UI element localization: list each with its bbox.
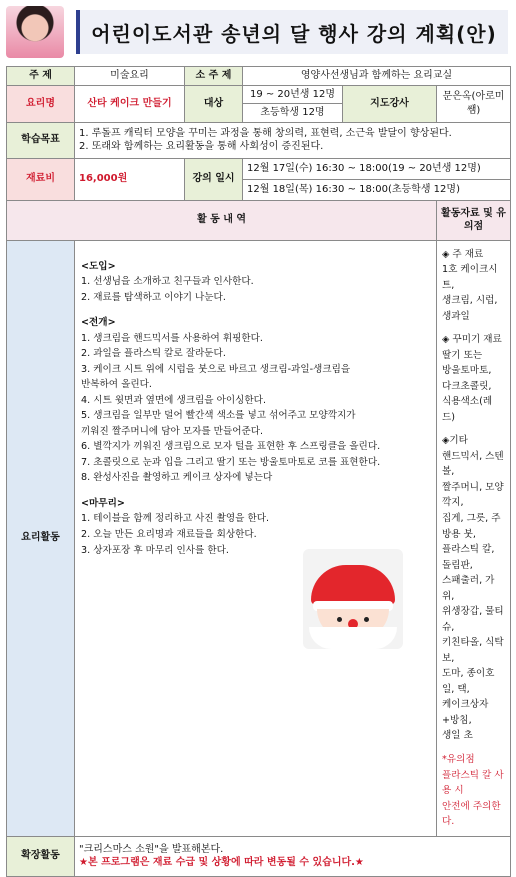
cake-cream-dot [377,633,389,645]
etc-materials-heading: ◈기타 [442,435,468,447]
schedule-label: 강의 일시 [185,158,243,200]
small-subject-label: 소 주 제 [185,67,243,86]
caution-item: 플라스틱 칼 사용 시 [442,769,504,797]
main-heading: <전개> [81,317,116,329]
material-item: 1호 케이크시트, [442,264,498,291]
main-step: 6. 별깍지가 끼워진 생크림으로 모자 털을 표현한 후 스프링클을 올린다. [81,441,381,453]
material-item: 딸기 또는 [442,349,483,361]
instructor-value: 문은옥(아로미쌤) [437,85,511,122]
intro-step: 2. 재료를 탐색하고 이야기 나눈다. [81,291,226,303]
material-item: 생일 초 [442,730,473,742]
caution-item: 안전에 주의한다. [442,800,501,828]
material-item: 생크림, 시럽, 생과일 [442,295,498,322]
main-step: 5. 생크림을 일부만 덜어 빨간색 색소를 넣고 섞어주고 모양깍지가 [81,410,356,422]
main-step: 2. 과일을 플라스틱 칼로 잘라둔다. [81,348,226,360]
schedule-1: 12월 17일(수) 16:30 ~ 18:00(19 ~ 20년생 12명) [243,158,511,179]
goal-item: 1. 루돌프 캐릭터 모양을 꾸미는 과정을 통해 창의력, 표현력, 소근육 발달이 향상된다. [79,127,452,139]
materials-header: 활동자료 및 유의점 [437,200,511,240]
end-step: 2. 오늘 만든 요리명과 재료들을 회상한다. [81,529,257,540]
instructor-photo [6,6,64,58]
cake-cream-dot [317,633,329,645]
subject-label: 주 제 [7,67,75,86]
activity-header: 활 동 내 역 [7,200,437,240]
caution-heading: *유의점 [442,753,475,765]
deco-materials-heading: ◈ 꾸미기 재료 [442,334,502,346]
material-item: 짤주머니, 모양깍지, [442,481,504,509]
material-item: 스패출러, 가위, [442,575,495,602]
activity-label: 요리활동 [7,240,75,836]
material-item: 케이크상자+방침, [442,699,489,726]
main-step: 끼워진 짤주머니에 담아 모자를 만들어준다. [81,425,264,437]
material-item: 식용색소(레드) [442,396,493,423]
intro-step: 1. 선생님을 소개하고 친구들과 인사한다. [81,276,254,288]
page-title: 어린이도서관 송년의 달 행사 강의 계획(안) [76,10,508,54]
main-step: 반복하여 올린다. [81,379,152,391]
activity-content [75,240,437,836]
target-label: 대상 [185,85,243,122]
fee-label: 재료비 [7,158,75,200]
material-item: 위생장갑, 물티슈, [442,606,504,633]
extension-content [75,836,511,876]
cake-eye [337,617,342,622]
cake-hat [311,565,395,605]
main-step: 8. 완성사진을 촬영하고 케이크 상자에 넣는다 [81,472,273,484]
small-subject-value: 영양사선생님과 함께하는 요리교실 [243,67,511,86]
material-item: 도마, 종이호일, 택, [442,668,495,695]
target-2: 초등학생 12명 [243,104,343,123]
materials-content [437,240,511,836]
intro-heading: <도입> [81,260,116,272]
cake-eye [364,617,369,622]
main-step: 1. 생크림을 핸드믹서를 사용하여 휘핑한다. [81,332,263,344]
santa-cake-photo [303,549,403,649]
goal-label: 학습목표 [7,122,75,158]
fee-value: 16,000원 [75,158,185,200]
end-step: 3. 상자포장 후 마무리 인사를 한다. [81,544,229,556]
material-item: 플라스틱 칼, 돌림판, [442,544,495,571]
extension-label: 확장활동 [7,836,75,876]
material-item: 다크초콜릿, [442,380,492,392]
main-materials-heading: ◈ 주 재료 [442,248,484,260]
main-step: 7. 초콜릿으로 눈과 입을 그리고 딸기 또는 방울토마토로 코를 표현한다. [81,456,381,468]
goal-item: 2. 또래와 함께하는 요리활동을 통해 사회성이 증진된다. [79,141,324,152]
main-step: 4. 시트 윗면과 옆면에 생크림을 아이싱한다. [81,394,266,406]
material-item: 핸드믹서, 스텐볼, [442,450,504,478]
goal-list [75,122,511,158]
main-step: 3. 케이크 시트 위에 시럽을 붓으로 바르고 생크림-과일-생크림을 [81,363,351,375]
schedule-2: 12월 18일(목) 16:30 ~ 18:00(초등학생 12명) [243,179,511,200]
material-item: 방울토마토, [442,365,492,377]
end-heading: <마무리> [81,497,125,509]
cake-beard [309,627,397,649]
instructor-label: 지도강사 [343,85,437,122]
lesson-plan-table [6,66,511,877]
end-step: 1. 테이블을 함께 정리하고 사진 촬영을 한다. [81,513,270,525]
target-1: 19 ~ 20년생 12명 [243,85,343,104]
notice-line: ★본 프로그램은 재료 수급 및 상황에 따라 변동될 수 있습니다.★ [79,857,364,869]
dish-label: 요리명 [7,85,75,122]
extension-line: "크리스마스 소원"을 발표해본다. [79,843,224,855]
dish-value: 산타 케이크 만들기 [75,85,185,122]
subject-value: 미술요리 [75,67,185,86]
header [6,6,510,62]
material-item: 집게, 그릇, 주방용 붓, [442,513,501,540]
material-item: 키친타올, 식탁보, [442,637,504,664]
